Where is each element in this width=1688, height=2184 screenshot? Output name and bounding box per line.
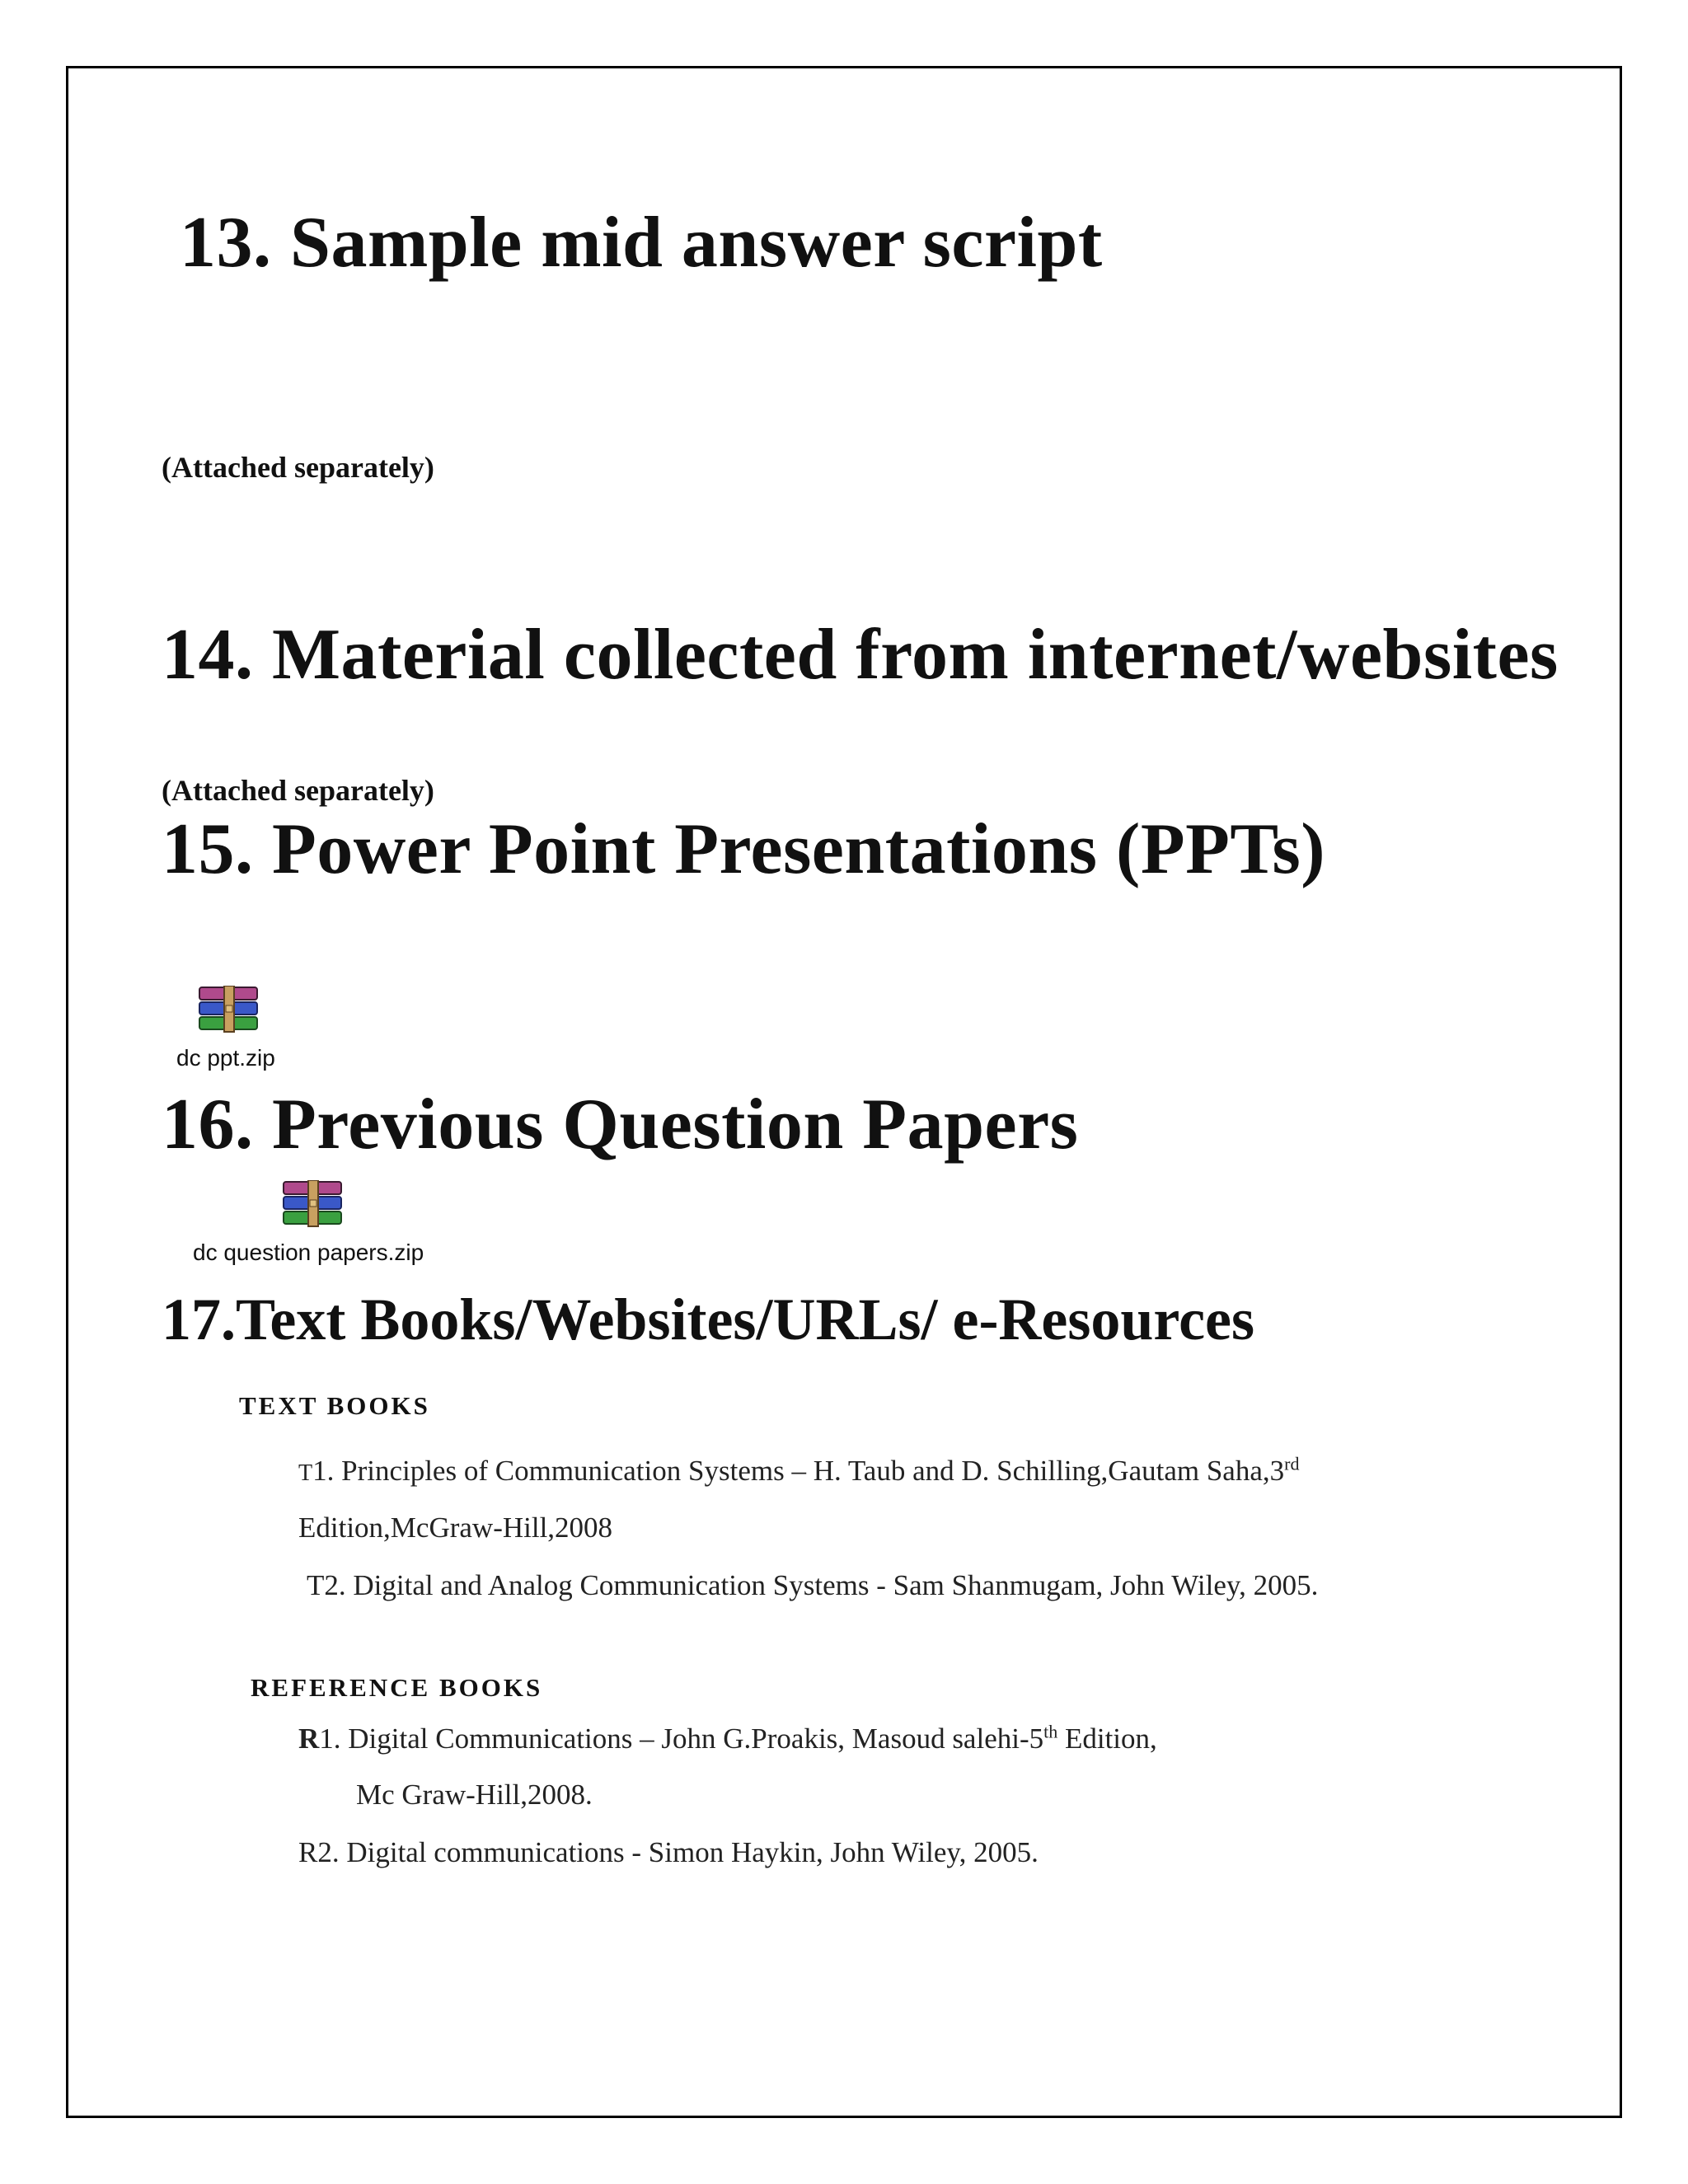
text-books-heading: TEXT BOOKS xyxy=(239,1391,430,1420)
section-13-title: 13. Sample mid answer script xyxy=(180,203,1103,283)
section-15-title: 15. Power Point Presentations (PPTs) xyxy=(162,809,1326,889)
text-book-t1: T1. Principles of Communication Systems – H. Taub and D. Schilling,Gautam Saha,3rd xyxy=(298,1453,1300,1487)
section-14-title: 14. Material collected from internet/websites xyxy=(162,615,1559,695)
winrar-archive-icon xyxy=(280,1180,346,1230)
question-papers-zip-filename: dc question papers.zip xyxy=(193,1240,424,1265)
section-13-note: (Attached separately) xyxy=(162,451,434,484)
section-14-note: (Attached separately) xyxy=(162,774,434,807)
winrar-archive-icon xyxy=(196,986,262,1035)
reference-book-r1: R1. Digital Communications – John G.Proakis, Masoud salehi-5th Edition, xyxy=(298,1721,1157,1755)
ppt-zip-filename: dc ppt.zip xyxy=(176,1045,275,1071)
reference-books-heading: REFERENCE BOOKS xyxy=(251,1673,543,1702)
text-book-t1-continued: Edition,McGraw-Hill,2008 xyxy=(298,1511,613,1544)
reference-book-r2: R2. Digital communications - Simon Haykin, John Wiley, 2005. xyxy=(298,1836,1039,1868)
reference-book-r1-continued: Mc Graw-Hill,2008. xyxy=(356,1779,593,1811)
text-book-t2: T2. Digital and Analog Communication Systems - Sam Shanmugam, John Wiley, 2005. xyxy=(307,1569,1319,1601)
section-17-title: 17.Text Books/Websites/URLs/ e-Resources xyxy=(162,1286,1255,1352)
section-16-title: 16. Previous Question Papers xyxy=(162,1085,1079,1165)
